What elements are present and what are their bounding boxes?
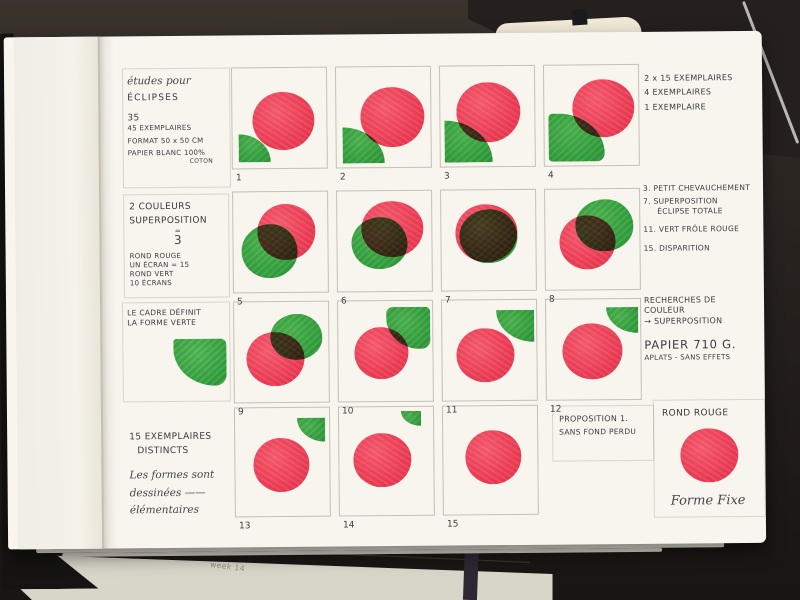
- study-cell-11: [441, 299, 538, 416]
- note-line: Forme Fixe: [670, 492, 746, 509]
- study-cell-4: [543, 64, 640, 181]
- study-cell-14: [338, 406, 435, 531]
- study-cell-7: [440, 189, 537, 306]
- study-cell-2: [335, 66, 432, 183]
- note-title-block: [122, 67, 231, 188]
- green-sliver: [401, 411, 421, 426]
- green-circle: [351, 217, 407, 269]
- study-cell-3: [439, 65, 536, 182]
- cell-number: 10: [341, 406, 354, 417]
- note-line: PROPOSITION 1.: [559, 414, 629, 424]
- red-circle: [456, 328, 514, 383]
- study-cell-6: [336, 190, 433, 307]
- note-line: 2 x 15 EXEMPLAIRES: [644, 73, 733, 83]
- note-line: 45 EXEMPLAIRES: [127, 123, 192, 133]
- note-line: 3. PETIT CHEVAUCHEMENT: [642, 182, 751, 193]
- planner-week-label: week 14: [209, 559, 246, 574]
- note-line: APLATS - SANS EFFETS: [644, 353, 731, 363]
- note-line: → SUPERPOSITION: [644, 315, 723, 326]
- note-line: PAPIER BLANC 100%: [127, 148, 206, 158]
- note-line: 4 EXEMPLAIRES: [644, 87, 712, 98]
- cell-number: 14: [342, 520, 355, 531]
- green-circle: [270, 314, 322, 360]
- note-line: 1 EXEMPLAIRE: [644, 102, 707, 112]
- cell-number: 3: [443, 171, 450, 182]
- red-circle: [353, 433, 411, 488]
- red-circle: [252, 92, 315, 151]
- note-line: ROND VERT: [129, 269, 174, 279]
- study-cell-13: [234, 407, 331, 532]
- cell-number: 15: [446, 519, 459, 530]
- study-cell-5: [232, 191, 329, 308]
- note-line: COTON: [189, 157, 214, 166]
- note-legend-block: [643, 183, 776, 254]
- note-line: LE CADRE DÉFINIT: [127, 307, 202, 318]
- red-circle-swatch: [680, 428, 738, 483]
- note-line: ROND ROUGE: [129, 251, 182, 261]
- green-circle: [575, 199, 633, 252]
- cell-number: 8: [548, 294, 555, 305]
- study-cell-1: [231, 67, 328, 184]
- red-circle: [465, 430, 521, 484]
- note-frame-block: [122, 301, 231, 402]
- cell-number: 9: [237, 407, 244, 418]
- note-line: SANS FOND PERDU: [559, 427, 637, 438]
- note-line: Les formes sont: [129, 468, 215, 482]
- note-line: dessinées ——: [129, 486, 206, 499]
- note-line: 7. SUPERPOSITION: [643, 195, 718, 206]
- green-wedge: [297, 418, 325, 442]
- note-line: SUPERPOSITION: [129, 216, 208, 227]
- note-line: ROND ROUGE: [661, 408, 729, 419]
- note-line: RECHERCHES DE: [643, 295, 716, 305]
- note-line: 11. VERT FRÔLE ROUGE: [643, 224, 740, 235]
- cell-number: 1: [235, 173, 242, 184]
- note-line: DISTINCTS: [137, 446, 189, 457]
- study-cell-9: [233, 301, 330, 418]
- proposition-box: [549, 404, 654, 462]
- note-line: PAPIER 710 G.: [644, 337, 737, 353]
- note-line: UN ÉCRAN = 15: [129, 260, 190, 270]
- left-blank-page: [14, 37, 104, 550]
- cell-number: 11: [445, 405, 458, 416]
- study-cell-8: [544, 188, 641, 305]
- note-counts-block: [644, 73, 770, 113]
- note-line: FORMAT 50 x 50 CM: [127, 136, 204, 146]
- note-line: ÉCLIPSES: [127, 92, 180, 104]
- note-line: COULEUR: [644, 305, 685, 316]
- cell-number: 5: [236, 297, 243, 308]
- note-line: =: [174, 226, 182, 235]
- cell-number: 2: [339, 172, 346, 183]
- cell-number: 6: [340, 296, 347, 307]
- note-distinct-block: [129, 429, 240, 530]
- cell-number: 4: [547, 170, 554, 181]
- cell-number: 7: [444, 295, 451, 306]
- study-cell-10: [337, 300, 434, 417]
- fixed-round-box: [653, 399, 766, 518]
- red-circle: [562, 323, 622, 380]
- note-line: élémentaires: [129, 504, 200, 517]
- note-line: 35: [127, 113, 140, 124]
- note-line: études pour: [127, 74, 191, 88]
- cell-number: 13: [238, 521, 251, 532]
- green-quarter-swatch: [173, 339, 226, 386]
- green-circle: [241, 224, 297, 278]
- note-line: 2 COULEURS: [129, 201, 192, 213]
- green-circle: [459, 209, 517, 264]
- note-colors-block: [123, 193, 230, 298]
- note-line: 15 EXEMPLAIRES: [129, 431, 212, 443]
- cell-number: 12: [549, 404, 562, 415]
- note-line: ÉCLIPSE TOTALE: [657, 205, 723, 216]
- red-circle: [253, 438, 309, 492]
- note-research-block: [644, 295, 777, 364]
- study-cell-15: [442, 405, 539, 530]
- note-line: LA FORME VERTE: [127, 317, 197, 328]
- note-line: 3: [173, 232, 183, 247]
- note-line: 10 ÉCRANS: [129, 278, 173, 288]
- note-line: 15. DISPARITION: [643, 243, 711, 253]
- study-cell-12: [545, 298, 642, 415]
